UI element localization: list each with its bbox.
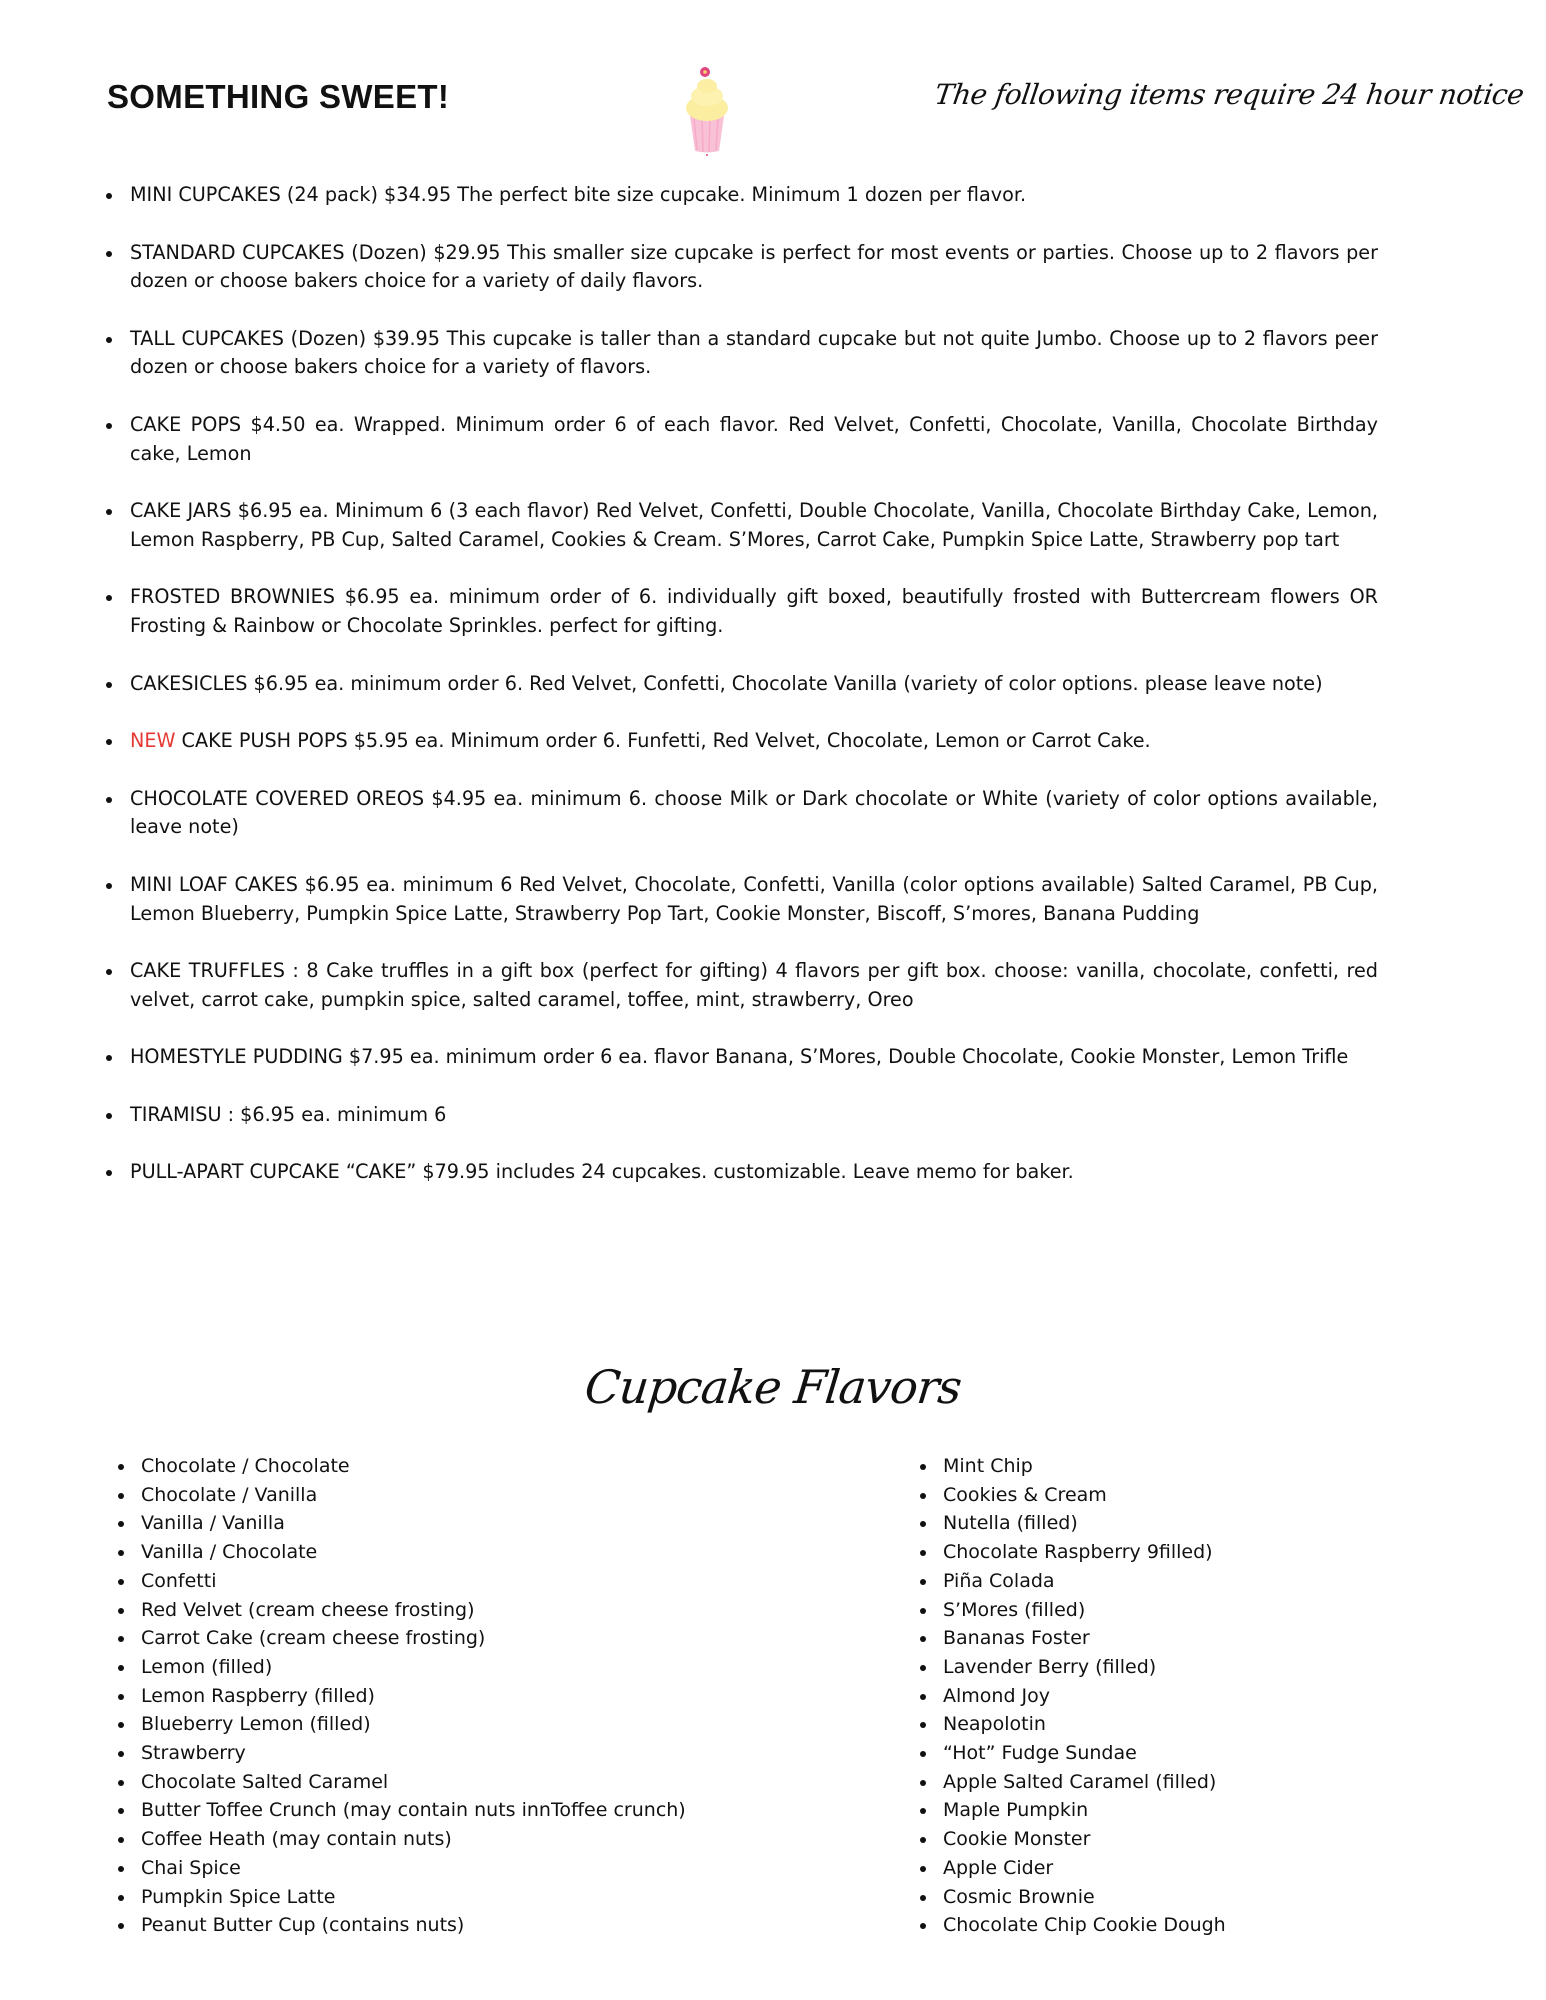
menu-item-text: CAKESICLES $6.95 ea. minimum order 6. Red Velvet, Confetti, Chocolate Vanilla (variety of color options. please leave note) — [130, 671, 1323, 695]
flavors-list-left — [141, 1452, 686, 1940]
menu-item-text: CAKE JARS $6.95 ea. Minimum 6 (3 each flavor) Red Velvet, Confetti, Double Chocolate, Vanilla, Chocolate Birthday Cake, Lemon, Lemon Raspberry, PB Cup, Salted Caramel, Cookies & Cream. S’Mores, Carrot Cake, Pumpkin Spice Latte, Strawberry pop tart — [130, 499, 1378, 551]
menu-item-text: CAKE TRUFFLES : 8 Cake truffles in a gift box (perfect for gifting) 4 flavors per gift box. choose: vanilla, chocolate, confetti, red velvet, carrot cake, pumpkin spice, salted caramel, toffee, mint, strawberry, Oreo — [130, 959, 1378, 1011]
menu-list — [130, 181, 1378, 1216]
flavor-item: Neapolotin — [943, 1710, 1226, 1739]
menu-item-text: PULL-APART CUPCAKE “CAKE” $79.95 includes 24 cupcakes. customizable. Leave memo for baker. — [130, 1160, 1074, 1184]
menu-item — [130, 1158, 1378, 1187]
menu-item-text: MINI LOAF CAKES $6.95 ea. minimum 6 Red Velvet, Chocolate, Confetti, Vanilla (color options available) Salted Caramel, PB Cup, Lemon Blueberry, Pumpkin Spice Latte, Strawberry Pop Tart, Cookie Monster, Biscoff, S’mores, Banana Pudding — [130, 872, 1378, 925]
menu-item-text: TIRAMISU : $6.95 ea. minimum 6 — [130, 1102, 447, 1126]
menu-item-text: CHOCOLATE COVERED OREOS $4.95 ea. minimum 6. choose Milk or Dark chocolate or White (variety of color options available, leave note) — [130, 786, 1378, 839]
flavor-item: Bananas Foster — [943, 1624, 1226, 1653]
flavors-title: Cupcake Flavors — [582, 1360, 964, 1414]
flavor-item: Lemon (filled) — [141, 1653, 686, 1682]
flavor-item: Chocolate Chip Cookie Dough — [943, 1911, 1226, 1940]
flavor-item: Coffee Heath (may contain nuts) — [141, 1825, 686, 1854]
menu-item — [130, 670, 1378, 699]
flavor-item: Cosmic Brownie — [943, 1883, 1226, 1912]
flavor-item: Piña Colada — [943, 1567, 1226, 1596]
menu-item — [130, 181, 1378, 210]
flavor-item: Pumpkin Spice Latte — [141, 1883, 686, 1912]
cupcake-icon — [672, 64, 742, 156]
notice-text: The following items require 24 hour notice — [932, 78, 1526, 111]
flavor-item: Chai Spice — [141, 1854, 686, 1883]
menu-item-text: CAKE PUSH POPS $5.95 ea. Minimum order 6. Funfetti, Red Velvet, Chocolate, Lemon or Carrot Cake. — [175, 729, 1151, 753]
flavor-item: Peanut Butter Cup (contains nuts) — [141, 1911, 686, 1940]
menu-item — [130, 871, 1378, 928]
flavor-item: Strawberry — [141, 1739, 686, 1768]
menu-item-text: CAKE POPS $4.50 ea. Wrapped. Minimum order 6 of each flavor. Red Velvet, Confetti, Chocolate, Vanilla, Chocolate Birthday cake, Lemon — [130, 412, 1378, 465]
flavor-item: S’Mores (filled) — [943, 1596, 1226, 1625]
menu-item — [130, 1043, 1378, 1072]
menu-item — [130, 785, 1378, 842]
page-title: SOMETHING SWEET! — [107, 78, 450, 115]
menu-item — [130, 497, 1378, 554]
flavor-item: Vanilla / Chocolate — [141, 1538, 686, 1567]
flavor-item: Chocolate / Chocolate — [141, 1452, 686, 1481]
flavor-item: Almond Joy — [943, 1682, 1226, 1711]
menu-item — [130, 239, 1378, 296]
flavor-item: Butter Toffee Crunch (may contain nuts innToffee crunch) — [141, 1796, 686, 1825]
menu-item — [130, 583, 1378, 640]
flavor-item: Cookie Monster — [943, 1825, 1226, 1854]
flavor-item: Vanilla / Vanilla — [141, 1509, 686, 1538]
flavor-item: “Hot” Fudge Sundae — [943, 1739, 1226, 1768]
flavor-item: Lavender Berry (filled) — [943, 1653, 1226, 1682]
menu-item-text: FROSTED BROWNIES $6.95 ea. minimum order of 6. individually gift boxed, beautifully frosted with Buttercream flowers OR Frosting & Rainbow or Chocolate Sprinkles. perfect for gifting. — [130, 585, 1378, 637]
flavor-item: Maple Pumpkin — [943, 1796, 1226, 1825]
flavor-item: Confetti — [141, 1567, 686, 1596]
flavor-item: Chocolate Raspberry 9filled) — [943, 1538, 1226, 1567]
flavor-item: Chocolate / Vanilla — [141, 1481, 686, 1510]
menu-item — [130, 957, 1378, 1014]
menu-item — [130, 727, 1378, 756]
menu-item — [130, 325, 1378, 382]
flavor-item: Red Velvet (cream cheese frosting) — [141, 1596, 686, 1625]
flavor-item: Lemon Raspberry (filled) — [141, 1682, 686, 1711]
menu-item-text: MINI CUPCAKES (24 pack) $34.95 The perfect bite size cupcake. Minimum 1 dozen per flavor. — [130, 183, 1027, 206]
menu-item — [130, 411, 1378, 468]
flavor-item: Nutella (filled) — [943, 1509, 1226, 1538]
menu-item-text: STANDARD CUPCAKES (Dozen) $29.95 This smaller size cupcake is perfect for most events or parties. Choose up to 2 flavors per dozen or choose bakers choice for a variety of daily flavors. — [130, 240, 1378, 293]
flavor-item: Mint Chip — [943, 1452, 1226, 1481]
menu-item-text: TALL CUPCAKES (Dozen) $39.95 This cupcake is taller than a standard cupcake but not quite Jumbo. Choose up to 2 flavors peer dozen or choose bakers choice for a variety of flavors. — [130, 326, 1378, 379]
flavor-item: Cookies & Cream — [943, 1481, 1226, 1510]
menu-item-text: HOMESTYLE PUDDING $7.95 ea. minimum order 6 ea. flavor Banana, S’Mores, Double Chocolate, Cookie Monster, Lemon Trifle — [130, 1045, 1349, 1069]
menu-item — [130, 1101, 1378, 1130]
flavors-list-right — [943, 1452, 1226, 1940]
flavor-item: Carrot Cake (cream cheese frosting) — [141, 1624, 686, 1653]
flavor-item: Chocolate Salted Caramel — [141, 1768, 686, 1797]
flavor-item: Apple Salted Caramel (filled) — [943, 1768, 1226, 1797]
flavor-item: Blueberry Lemon (filled) — [141, 1710, 686, 1739]
new-badge: NEW — [130, 729, 176, 753]
flavor-item: Apple Cider — [943, 1854, 1226, 1883]
